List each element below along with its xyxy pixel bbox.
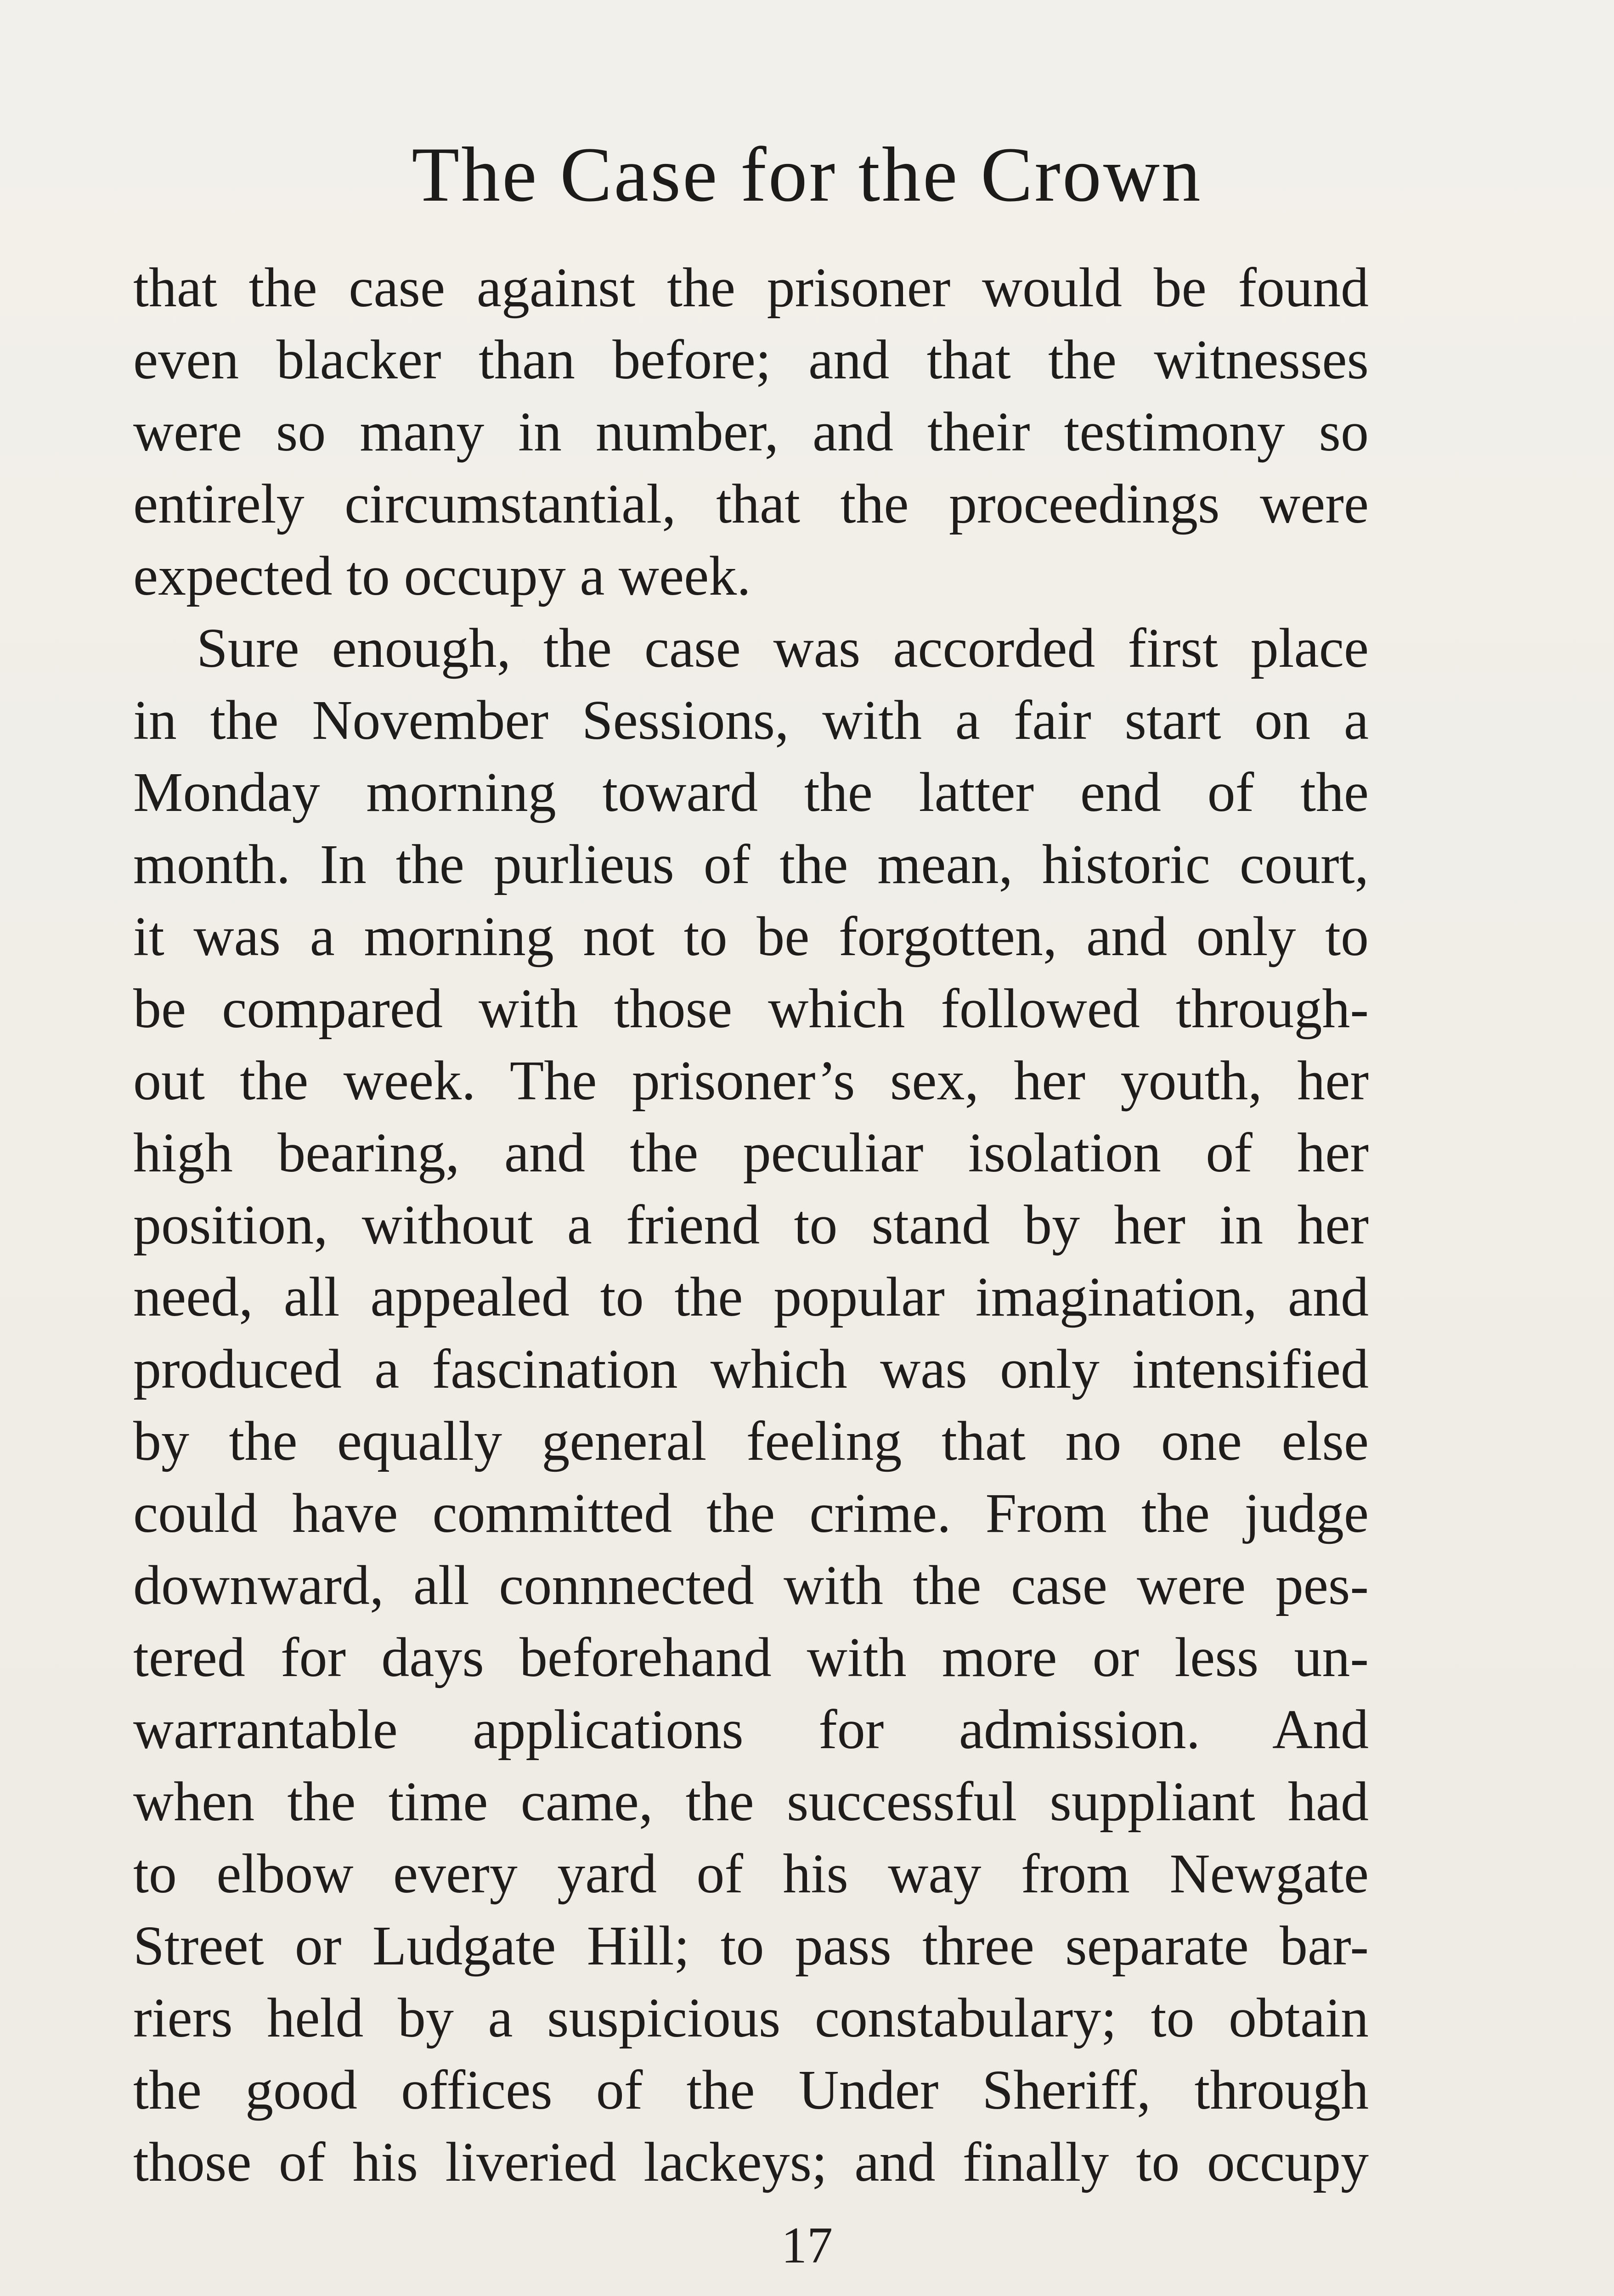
text-line: to elbow every yard of his way from Newgate: [133, 1843, 1369, 1905]
running-head: The Case for the Crown: [412, 131, 1202, 218]
text-line: Street or Ludgate Hill; to pass three separate bar-: [133, 1915, 1369, 1977]
text-line: downward, all connnected with the case were pes-: [133, 1554, 1369, 1616]
text-line: need, all appealed to the popular imagination, and: [133, 1266, 1369, 1328]
text-line: could have committed the crime. From the judge: [133, 1482, 1369, 1544]
text-line: Monday morning toward the latter end of the: [133, 761, 1369, 823]
text-line: those of his liveried lackeys; and finally to occupy: [133, 2131, 1369, 2193]
text-line: be compared with those which followed through-: [133, 978, 1369, 1040]
body-text: [133, 252, 1369, 2198]
text-line: riers held by a suspicious constabulary; to obtain: [133, 1987, 1369, 2049]
text-line: month. In the purlieus of the mean, historic court,: [133, 833, 1369, 895]
text-line: even blacker than before; and that the witnesses: [133, 329, 1369, 391]
text-line: warrantable applications for admission. And: [133, 1699, 1369, 1761]
text-line: tered for days beforehand with more or less un-: [133, 1626, 1369, 1688]
text-line: in the November Sessions, with a fair start on a: [133, 689, 1369, 751]
text-line: high bearing, and the peculiar isolation of her: [133, 1122, 1369, 1184]
text-line: produced a fascination which was only intensified: [133, 1338, 1369, 1400]
text-line: expected to occupy a week.: [133, 545, 751, 607]
text-line: by the equally general feeling that no one else: [133, 1410, 1369, 1472]
text-line: the good offices of the Under Sheriff, through: [133, 2059, 1369, 2121]
text-line: Sure enough, the case was accorded first place: [197, 617, 1369, 679]
text-line: were so many in number, and their testimony so: [133, 401, 1369, 463]
text-line: when the time came, the successful suppliant had: [133, 1771, 1369, 1833]
text-line: it was a morning not to be forgotten, and only to: [133, 906, 1369, 968]
page-number: 17: [781, 2217, 833, 2274]
text-line: that the case against the prisoner would be found: [133, 257, 1369, 319]
text-line: out the week. The prisoner’s sex, her youth, her: [133, 1050, 1369, 1112]
text-line: position, without a friend to stand by her in her: [133, 1194, 1369, 1256]
text-line: entirely circumstantial, that the proceedings were: [133, 473, 1369, 535]
